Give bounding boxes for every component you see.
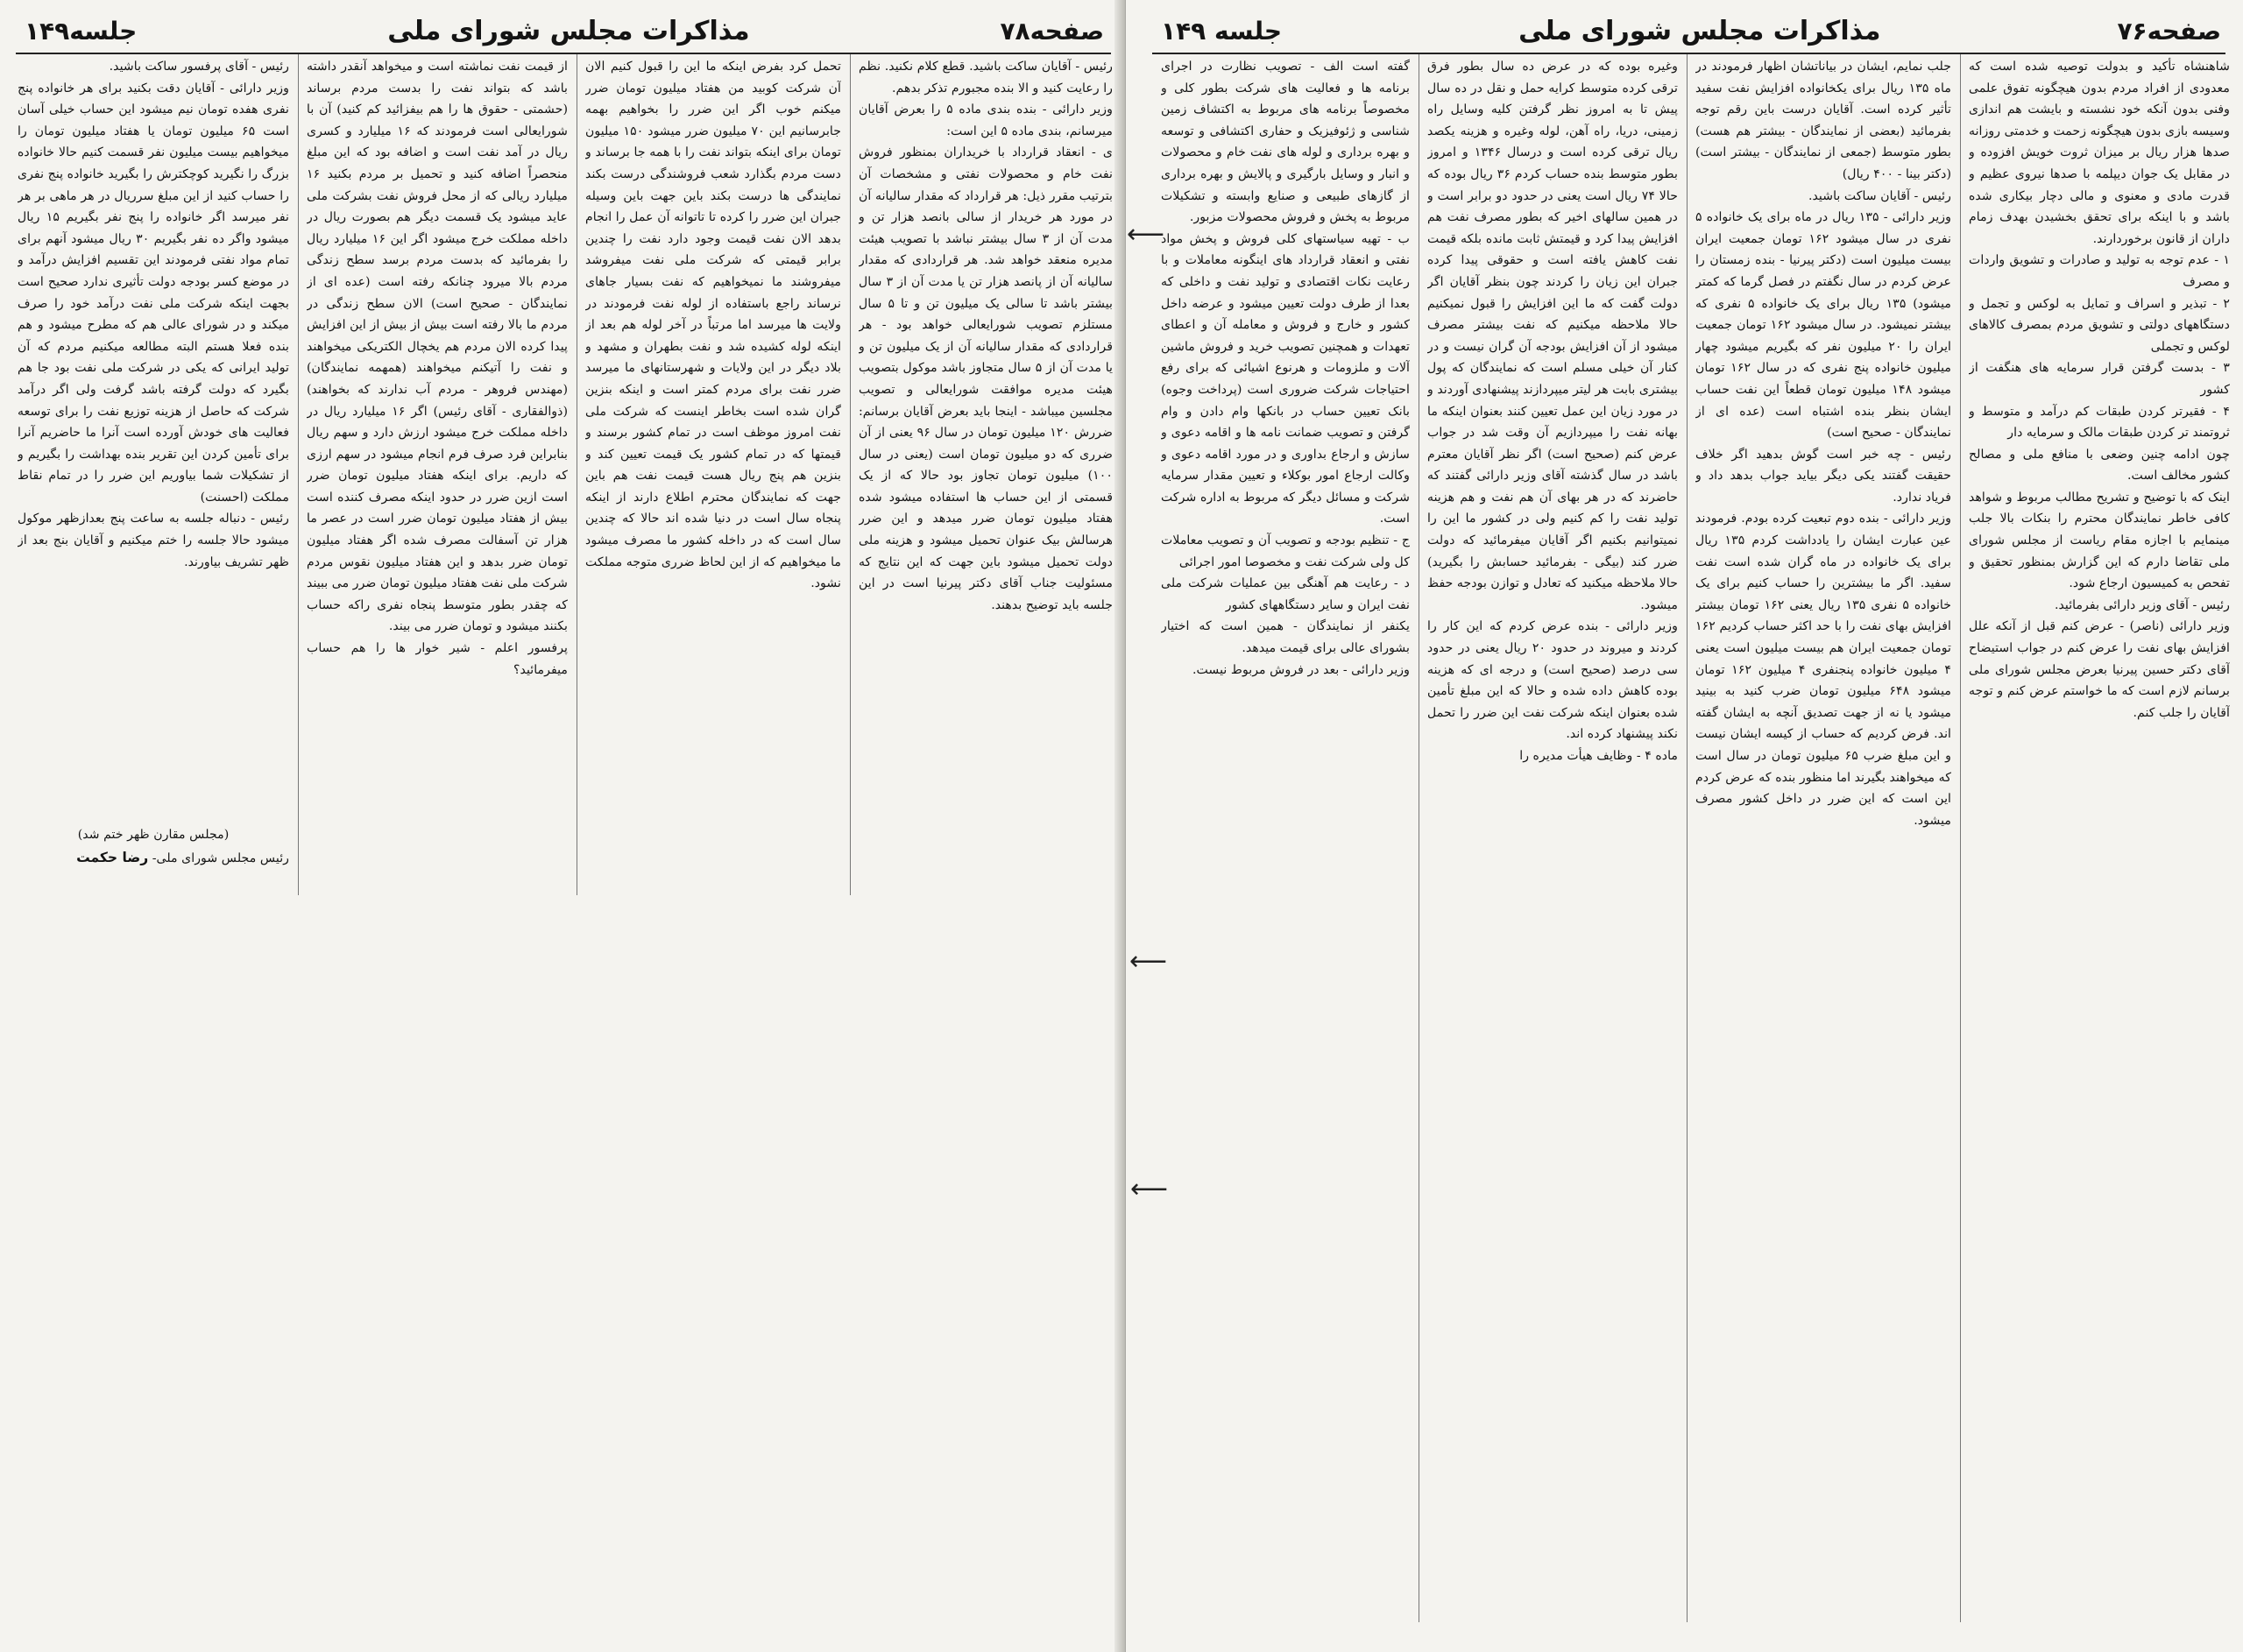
right-session-number: جلسه ۱۴۹ [1161,16,1283,46]
left-column-1 [859,56,1113,932]
right-column-3 [1427,56,1678,1633]
left-column-3 [307,56,568,932]
right-page-number: صفحه۷۶ [2117,16,2221,46]
right-page-header [1161,11,2221,51]
closing-signature-line [18,846,289,870]
left-header-rule [16,53,1111,54]
column-divider [298,54,299,895]
margin-arrow-icon: ⟵ [1130,1174,1169,1204]
left-page-number: صفحه۷۸ [1000,16,1104,46]
right-column-4-text: گفته است الف - تصویب نظارت در اجرای برنامه ها و فعالیت های شرکت بطور کلی و مخصوصاً برنامه های مربوط به اکتشاف زمین شناسی و ژئوفیزیک و حفاری اکتشافی و توسعه و بهره برداری و لوله های نفت خام و محصولات و انبار و وسایل بارگیری و پالایش و بهره برداری از گازهای طبیعی و صنایع وابسته و تشکیلات مربوط به پخش و فروش محصولات مزبور. ب - تهیه سیاستهای کلی فروش و پخش مواد نفتی و انعقاد قرارداد های اینگونه معاملات و با رعایت نکات اقتصادی و تولید نفت و داخلی که بعدا از طرف دولت تعیین میشود و عرضه داخل کشور و خارج و فروش و معامله آن و اعطای تعهدات و همچنین تصویب خرید و فروش ماشین آلات و ملزومات و هرنوع اشیائی که برای رفع احتیاجات شرکت ضروری است (پرداخت وجوه) بانک تعیین حساب در بانکها وام دادن و وام گرفتن و تصویب ضمانت نامه ها و اقامه دعوی و سازش و ارجاع بداوری و در مورد اقامه دعوی و وکالت ارجاع امور بوکلاء و تعیین مقدار سرمایه شرکت و مسائل دیگر که مربوط به اداره شرکت است. ج - تنظیم بودجه و تصویب آن و تصویب معاملات کل ولی شرکت نفت و مخصوصا امور اجرائی د - رعایت هم آهنگی بین عملیات شرکت ملی نفت ایران و سایر دستگاههای کشور یکنفر از نمایندگان - همین است که اختیار بشورای عالی برای قیمت میدهد. وزیر دارائی - بعد در فروش مربوط نیست. [1161,60,1410,677]
left-column-2-text: تحمل کرد بفرض اینکه ما این را قبول کنیم الان آن شرکت کوبید من هفتاد میلیون تومان ضرر میکنم خوب اگر این ضرر را بخواهیم بهمه جابرسانیم این ۷۰ میلیون ضرر میشود ۱۵۰ میلیون تومان برای اینکه بتواند نفت را با همه جا برساند و دست مردم بگذارد شعب فروشندگی درست بکند نمایندگی ها درست بکند باین جهت باین وسیله جبران این ضرر را کرده تا تاتوانه آن عمل را انجام بدهد الان نفت قیمت وجود دارد نفت را چندین برابر قیمتی که شرکت ملی نفت میفروشد میفروشند ما نمیخواهیم که نفت بسیار جاهای نرساند راجع باستفاده از لوله نفت فرمودند در ولایت ها میرسد اما مرتباً در آخر لوله هم بعد از اینکه لوله کشیده شد و نفت بطهران و مشهد و بلاد دیگر در این ولایات و شهرستانهای ما میرسد ضرر نفت برای مردم کمتر است و اینکه بنزین گران شده است بخاطر اینست که شرکت ملی نفت امروز موظف است در تمام کشور برسند و قیمتها که در تمام کشور یک قیمت تعیین کند و بنزین هم پنج ریال هست قیمت نفت هم باین جهت که نمایندگان محترم اطلاع دارند از اینکه پنجاه سال است در دنیا شده اند حالا که چندین سال است که در داخله کشور ما مصرف میشود ما میخواهیم که از این لحاظ ضرری متوجه مملکت نشود. [585,60,841,591]
right-column-1-text: شاهنشاه تأکید و بدولت توصیه شده است که معدودی از افراد مردم بدون هیچگونه تفوق علمی وفنی بدون آنکه خود نشسته و بایشت هم اندازی وسیسه بازی بدون هیچگونه زحمت و خدمتی روزانه صدها هزار ریال بر میزان ثروت خویش افزوده و در مقابل یک جوان دیپلمه با صدها نیروی عظیم و قدرت مادی و معنوی و مالی دچار بیکاری شده باشد و با اینکه برای تحقق بخشیدن بهدف زمام داران از قانون برخوردارند. ۱ - عدم توجه به تولید و صادرات و تشویق واردات و مصرف ۲ - تبذیر و اسراف و تمایل به لوکس و تجمل و دستگاههای دولتی و تشویق مردم بمصرف کالاهای لوکس و تجملی ۳ - بدست گرفتن قرار سرمایه های هنگفت از کشور ۴ - فقیرتر کردن طبقات کم درآمد و متوسط و ثروتمند تر کردن طبقات مالک و سرمایه دار چون ادامه چنین وضعی با منافع ملی و مصالح کشور مخالف است. اینک که با توضیح و تشریح مطالب مربوط و شواهد کافی خاطر نمایندگان محترم را بنکات بالا جلب مینمایم با اجازه مقام ریاست از مجلس شورای ملی تقاضا دارم که این گزارش بمنظور تحقیق و تفحص به کمیسیون ارجاع شود. رئیس - آقای وزیر دارائی بفرمائید. وزیر دارائی (ناصر) - عرض کنم قبل از آنکه علل افزایش بهای نفت را عرض کنم در جواب استیضاح آقای دکتر حسین پیرنیا بعرض مجلس شورای ملی برسانم لازم است که ما خواستم عرض کنم و توجه آقایان را جلب کنم. [1969,60,2230,720]
margin-arrow-icon: ⟵ [1127,219,1165,250]
right-column-3-text: وغیره بوده که در عرض ده سال بطور فرق ترقی کرده متوسط کرایه حمل و نقل در ده سال پیش تا به امروز نظر گرفتن کلیه وسایل راه زمینی، دریا، راه آهن، لوله وغیره و هزینه یکصد ریال ترقی کرده است و درسال ۱۳۴۶ و امروز بطور متوسط بنده حساب کردم ۳۶ ریال بوده که حالا ۷۴ ریال است یعنی در حدود دو برابر است و در همین سالهای اخیر که بطور مصرف نفت هم افزایش پیدا کرد و قیمتش ثابت مانده بلکه قیمت نفت کاهش یافته است و حقوقی پیدا کرده جبران این زیان را کردند چون بنظر آقایان اگر دولت گفت که ما این افزایش را قبول نمیکنیم حالا ملاحظه میکنیم که نفت بیشتر مصرف میشود از آن افزایش بودجه آن گران نیست و در کنار آن خیلی مسلم است که نمایندگان که پول بیشتری بابت هر لیتر میپردازند پیشنهادی آوردند و در مورد زیان این عمل تعیین کنند بعنوان اینکه ما بهانه نفت را میپردازیم آن وقت شد در جواب عرض کنم (صحیح است) اگر نظر آقایان معترم باشد در سال گذشته آقای وزیر دارائی گفتند که حاضرند که در هر بهای آن هم نفت و هم هزینه تولید نفت را کم کنیم ولی در کشور ما این را نمیتوانیم بکنیم اگر آقایان میفرمائید که دولت ضرر کند (بیگی - بفرمائید حسابش را بگیرید) حالا ملاحظه میکنید که تعادل و توازن بودجه حفظ میشود. وزیر دارائی - بنده عرض کردم که این کار را کردند و میروند در حدود ۲۰ ریال یعنی در حدود سی درصد (صحیح است) و درجه ای که هزینه بوده کاهش داده شده و حالا که این مبلغ تأمین شده بعنوان اینکه شرکت نفت این ضرر را تحمل نکند پیشنهاد کرده اند. ماده ۴ - وظایف هیأت مدیره را [1427,60,1678,763]
right-header-rule [1152,53,2225,54]
left-column-1-text: رئیس - آقایان ساکت باشید. قطع کلام نکنید. نظم را رعایت کنید و الا بنده مجبورم تذکر بدهم. وزیر دارائی - بنده بندی ماده ۵ را بعرض آقایان میرسانم، بندی ماده ۵ این است: ی - انعقاد قرارداد با خریداران بمنظور فروش نفت خام و محصولات نفتی و مشخصات آن بترتیب مقرر ذیل: هر قرارداد که مقدار سالیانه آن در مورد هر خریدار از سالی بانصد هزار تن و مدت آن از ۳ سال بیشتر نباشد با تصویب هیئت مدیره منعقد خواهد شد. هر قراردادی که مقدار سالیانه آن از پانصد هزار تن یا مدت آن از ۳ سال بیشتر باشد تا سالی یک میلیون تن و تا ۵ سال مستلزم تصویب شورایعالی خواهد بود - هر قراردادی که مقدار سالیانه آن از یک میلیون تن و یا مدت آن از ۵ سال متجاوز باشد موکول بتصویب هیئت مدیره موافقت شورایعالی و تصویب مجلسین میباشد - اینجا باید بعرض آقایان برسانم: ضررش ۱۲۰ میلیون تومان در سال ۹۶ یعنی از آن ضرری که دو میلیون تومان است (یعنی در سال ۱۰۰) میلیون تومان تجاوز بود حالا که از یک قسمتی از این حساب ها استفاده میشود شده هفتاد میلیون تومان ضرر میدهد و این ضرر هرسالش بیک عنوان تحمیل میشود و هزینه ملی دولت تحمیل میشود باین جهت که این نتایج که مسئولیت جناب آقای دکتر پیرنیا است در این جلسه باید توضیح بدهند. [859,60,1113,612]
left-session-number: جلسه۱۴۹ [25,16,138,46]
margin-arrow-icon: ⟵ [1129,946,1168,977]
right-column-2-text: جلب نمایم، ایشان در بیاناتشان اظهار فرمودند در ماه ۱۳۵ ریال برای یکخانواده افزایش نفت سفید تأثیر کرده است. آقایان درست باین رقم توجه بفرمائید (بعضی از نمایندگان - بیشتر هم هست) بطور متوسط (جمعی از نمایندگان - بیشتر است) (دکتر بینا - ۴۰۰ ریال) رئیس - آقایان ساکت باشید. وزیر دارائی - ۱۳۵ ریال در ماه برای یک خانواده ۵ نفری در سال میشود ۱۶۲ تومان جمعیت ایران بیست میلیون است (دکتر پیرنیا - بنده زمستان را عرض کردم در سال نگفتم در فصل گرما که کمتر میشود) ۱۳۵ ریال برای یک خانواده ۵ نفری که بیشتر نمیشود. در سال میشود ۱۶۲ تومان جمعیت ایران را ۲۰ میلیون نفر که بگیریم میشود چهار میلیون خانواده پنج نفری که در سال ۱۶۲ تومان میشود ۱۴۸ میلیون تومان قطعاً این نفت حساب ایشان بنظر بنده اشتباه است (عده ای از نمایندگان - صحیح است) رئیس - چه خبر است گوش بدهید اگر خلاف حقیقت گفتند یکی دیگر بیاید جواب بدهد داد و فریاد ندارد. وزیر دارائی - بنده دوم تبعیت کرده بودم. فرمودند عین عبارت ایشان را یادداشت کردم ۱۳۵ ریال برای یک خانواده در ماه گران شده است نفت سفید. اگر ما بیشترین را حساب کنیم برای یک خانواده ۵ نفری ۱۳۵ ریال یعنی ۱۶۲ تومان بیشتر افزایش بهای نفت را با حد اکثر حساب کردیم ۱۶۲ تومان جمعیت ایران هم بیست میلیون است یعنی ۴ میلیون خانواده پنجنفری ۴ میلیون ۱۶۲ تومان میشود ۶۴۸ میلیون تومان ضرب کنید به بینید میشود یا نه از جهت تصدیق آنچه به ایشان گفته اند. فرض کردیم که حساب از کیسه ایشان نیست و این مبلغ ضرب ۶۵ میلیون تومان در سال است که میخواهند بگیرند اما منظور بنده که عرض کردم این است که این ضرر در داخل کشور مصرف میشود. [1695,60,1951,828]
right-column-2 [1695,56,1951,1633]
left-page-title: مذاکرات مجلس شورای ملی [387,15,750,46]
session-closing [18,823,289,870]
column-divider [1687,54,1688,1622]
right-page [1126,0,2243,1652]
left-column-2 [585,56,841,932]
right-page-title: مذاکرات مجلس شورای ملی [1518,15,1881,46]
left-column-4 [18,56,289,818]
right-column-4 [1161,56,1410,1633]
left-page-header [25,11,1104,51]
left-column-4-text: رئیس - آقای پرفسور ساکت باشید. وزیر دارائی - آقایان دقت بکنید برای هر خانواده پنج نفری هفده تومان نیم میشود این حساب خیلی آسان است ۶۵ میلیون تومان یا هفتاد میلیون تومان را میخواهیم بیست میلیون نفر قسمت کنیم حالا خانواده بزرگ را نگیرید کوچکترش را بگیرید خانواده پنج نفری را حساب کنید از این مبلغ سرریال در هر ماهی بر هر نفر میرسد اگر خانواده را پنج نفر بگیریم ۱۵ ریال میشود واگر ده نفر بگیریم ۳۰ ریال میشود آنهم برای تمام مواد نفتی فرمودند این تقسیم افزایش درآمد و در موضع کسر بودجه دولت تأثیری ندارد صحیح است بجهت اینکه شرکت ملی نفت درآمد خود را صرف میکند و در شورای عالی هم که مطرح میشود و هم بنده فعلا هستم البته مطالعه میکنیم مردم که آن تولید ایرانی که یکی در شرکت ملی نفت بود جا هم بگیرد که دولت گرفته باشد گرفت ولی اگر درآمد شرکت که حاصل از هزینه توزیع نفت را برای توسعه فعالیت های خودش آورده است آنرا ما حاضریم آنرا برای تأمین کردن این تقریر بنده بهداشت را بگیریم و از تشکیلات شما بیاوریم این ضرر را در تمام نقاط مملکت (احسنت) رئیس - دنباله جلسه به ساعت پنج بعدازظهر موکول میشود حالا جلسه را ختم میکنیم و آقایان بنج بعد از ظهر تشریف بیاورند. [18,60,289,569]
closing-note: (مجلس مقارن ظهر ختم شد) [77,828,230,842]
left-column-3-text: از قیمت نفت نماشته است و میخواهد آنقدر داشته باشد که بتواند نفت را بدست مردم برساند (حشمتی - حقوق ها را هم بیفزائید کم کنید) آن با شورایعالی است فرمودند که ۱۶ میلیارد و کسری ریال در آمد نفت است و اضافه بود که این مبلغ منحصراً اضافه کنید و تحمیل بر مردم بکنید ۱۶ میلیارد ریالی که از محل فروش نفت بشرکت ملی عاید میشود یک قسمت دیگر هم بصورت ریال در داخله مملکت خرج میشود اگر این ۱۶ میلیارد ریال را بفرمائید که بدست مردم برسد سطح زندگی مردم بالا میرود چنانکه رفته است (عده ای از نمایندگان - صحیح است) الان سطح زندگی در مردم ما بالا رفته است بیش از بیش از این افزایش پیدا کرده الان مردم هم یخچال الکتریکی میخواهند و نفت را آتیکنم میخواهند (همهمه نمایندگان) (مهندس فروهر - مردم آب ندارند که بخواهند) (ذوالفقاری - آقای رئیس) اگر ۱۶ میلیارد ریال در داخله مملکت خرج میشود ارزش دارد و سهم ریال بنابراین فرد صرف فرم انجام میشود در سهم ارزی که داریم. برای اینکه هفتاد میلیون تومان ضرر است ازین ضرر در حدود اینکه مصرف کننده است بیش از هفتاد میلیون تومان ضرر است در عصر ما هزار تن آسفالت مصرف شده اگر هفتاد میلیون تومان ضرر بدهد و این هفتاد میلیون نقوس مردم شرکت ملی نفت هفتاد میلیون تومان ضرر می ببیند که چقدر بطور متوسط پنجاه نفری راکه حساب بکنند میشود و تومان ضرر می بیند. پرفسور اعلم - شیر خوار ها را هم حساب میفرمائید؟ [307,60,568,677]
right-column-1 [1969,56,2230,1633]
column-divider [1960,54,1961,1622]
closing-signature-name: رضا حکمت [76,850,149,865]
closing-signature-prefix: رئیس مجلس شورای ملی- [152,851,289,865]
column-divider [850,54,851,895]
